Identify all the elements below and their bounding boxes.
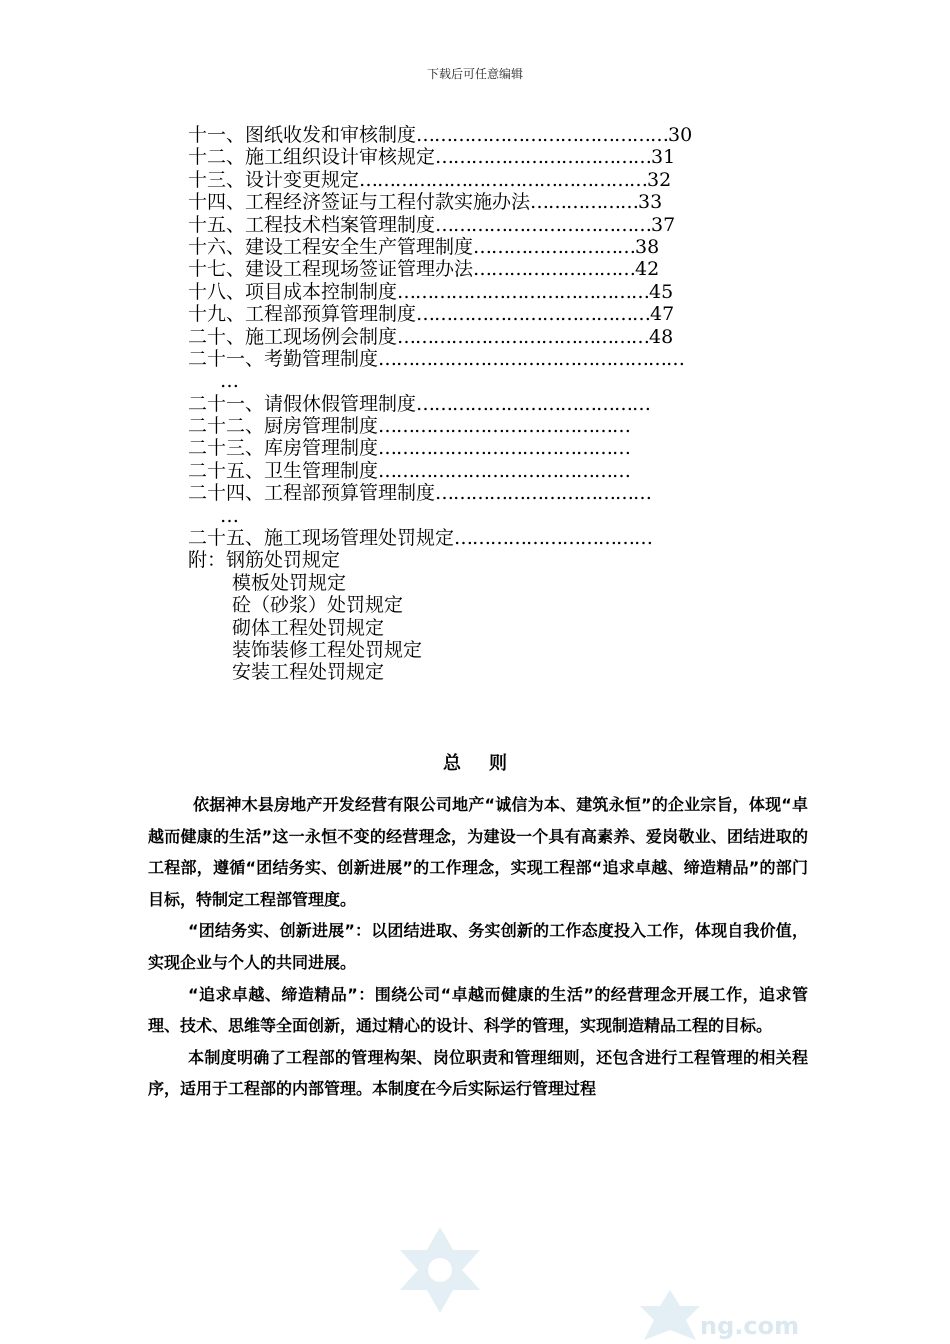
toc-page-number: 30	[668, 124, 693, 146]
snowflake-watermark-icon	[395, 1225, 485, 1315]
toc-entry-label: 十五、工程技术档案管理制度	[188, 213, 436, 236]
toc-entry-label: 二十五、卫生管理制度	[188, 459, 379, 482]
toc-entry-label: 十一、图纸收发和审核制度	[188, 124, 417, 146]
toc-entry	[188, 572, 808, 594]
toc-entry	[188, 549, 808, 571]
toc-entry	[188, 191, 808, 213]
body-paragraph: 本制度明确了工程部的管理构架、岗位职责和管理细则，还包含进行工程管理的相关程序，适用于工程部的内部管理。本制度在今后实际运行管理过程	[148, 1047, 808, 1099]
toc-leader-dots: …	[220, 370, 238, 393]
toc-entry	[188, 415, 808, 437]
toc-leader-dots: ……………………………………	[397, 325, 650, 348]
body-paragraph: “团结务实、创新进展”：以团结进取、务实创新的工作态度投入工作，体现自我价值，实现企业与个人的共同进展。	[148, 921, 808, 972]
toc-entry-label: 十九、工程部预算管理制度	[188, 303, 417, 326]
toc-entry-label: 二十、施工现场例会制度	[188, 325, 398, 348]
body-text	[148, 789, 808, 1105]
toc-entry	[188, 482, 808, 504]
toc-entry	[188, 124, 808, 146]
toc-entry-label: 十四、工程经济签证与工程付款实施办法	[188, 191, 531, 214]
watermark-text: ng.com	[700, 1312, 800, 1340]
toc-page-number: 38	[635, 235, 660, 258]
toc-leader-dots: ………………………	[473, 258, 636, 281]
toc-leader-dots: …………………………………	[416, 392, 651, 415]
toc-leader-dots: ………………………………	[435, 146, 652, 169]
toc-entry-label: 安装工程处罚规定	[232, 661, 385, 684]
toc-entry	[188, 661, 808, 683]
toc-page-number: 47	[650, 303, 675, 326]
toc-leader-dots: ………………………	[473, 235, 636, 258]
toc-entry	[188, 594, 808, 616]
toc-leader-dots: ………………	[530, 191, 639, 214]
toc-entry	[188, 214, 808, 236]
toc-page-number: 48	[649, 325, 674, 348]
snowflake-watermark-icon-small	[640, 1290, 700, 1344]
toc-page-number: 32	[647, 168, 672, 191]
toc-leader-dots: ……………………………	[454, 527, 653, 550]
toc-entry-label: 装饰装修工程处罚规定	[232, 638, 423, 661]
toc-entry-label: 十三、设计变更规定	[188, 168, 360, 191]
toc-entry	[188, 393, 808, 415]
toc-leader-dots: ……………………………………	[397, 280, 650, 303]
toc-leader-dots: ……………………………………	[378, 415, 631, 438]
toc-leader-dots: ……………………………………	[378, 459, 631, 482]
toc-leader-dots: …………………………………………	[359, 168, 648, 191]
body-paragraph: “追求卓越、缔造精品”：围绕公司“卓越而健康的生活”的经营理念开展工作，追求管理、技术、思维等全面创新，通过精心的设计、科学的管理，实现制造精品工程的目标。	[148, 984, 808, 1036]
toc-entry	[188, 303, 808, 325]
toc-page-number: 42	[635, 258, 660, 281]
section-title: 总则	[443, 753, 535, 774]
toc-entry	[188, 169, 808, 191]
toc-entry-label: 附：钢筋处罚规定	[188, 549, 341, 572]
toc-entry	[188, 527, 808, 549]
toc-entry	[188, 236, 808, 258]
toc-leader-dots: ……………………………………………	[378, 347, 685, 370]
toc-entry	[188, 258, 808, 280]
toc-entry	[188, 326, 808, 348]
toc-entry-label: 砌体工程处罚规定	[232, 616, 385, 639]
toc-entry	[188, 370, 808, 392]
toc-entry-label: 二十五、施工现场管理处罚规定	[188, 527, 455, 550]
toc-entry-label: 十七、建设工程现场签证管理办法	[188, 258, 474, 281]
body-paragraph: 依据神木县房地产开发经营有限公司地产“诚信为本、建筑永恒”的企业宗旨，体现“卓越而健康的生活”这一永恒不变的经营理念，为建设一个具有高素养、爱岗敬业、团结进取的工程部，遵循“团结务实、创新进展”的工作理念，实现工程部“追求卓越、缔造精品”的部门目标，特制定工程部管理度。	[148, 795, 808, 909]
toc-entry-label: 十二、施工组织设计审核规定	[188, 146, 436, 169]
toc-leader-dots: …	[220, 504, 238, 527]
toc-entry	[188, 617, 808, 639]
toc-entry	[188, 146, 808, 168]
toc-entry	[188, 639, 808, 661]
toc-entry	[188, 281, 808, 303]
toc-page-number: 33	[638, 191, 663, 214]
toc-leader-dots: ………………………………	[435, 213, 652, 236]
toc-entry	[188, 437, 808, 459]
toc-entry-label: 二十四、工程部预算管理制度	[188, 482, 436, 505]
toc-leader-dots: ……………………………………	[416, 124, 669, 146]
toc-page-number: 31	[651, 146, 676, 169]
toc-entry	[188, 505, 808, 527]
toc-entry-label: 二十三、库房管理制度	[188, 437, 379, 460]
toc-entry	[188, 460, 808, 482]
toc-entry-label: 十六、建设工程安全生产管理制度	[188, 235, 474, 258]
toc-entry-label: 二十一、请假休假管理制度	[188, 392, 417, 415]
toc-entry-label: 十八、项目成本控制制度	[188, 280, 398, 303]
toc-entry-label: 二十二、厨房管理制度	[188, 415, 379, 438]
toc-leader-dots: ……………………………………	[378, 437, 631, 460]
table-of-contents	[188, 124, 808, 684]
toc-page-number: 45	[649, 280, 674, 303]
toc-entry-label: 砼（砂浆）处罚规定	[232, 594, 404, 617]
toc-entry	[188, 348, 808, 370]
toc-entry-label: 二十一、考勤管理制度	[188, 347, 379, 370]
toc-page-number: 37	[651, 213, 676, 236]
page-header: 下载后可任意编辑	[426, 67, 523, 81]
toc-entry-label: 模板处罚规定	[232, 571, 347, 594]
toc-leader-dots: ………………………………	[435, 482, 652, 505]
toc-leader-dots: …………………………………	[416, 303, 651, 326]
